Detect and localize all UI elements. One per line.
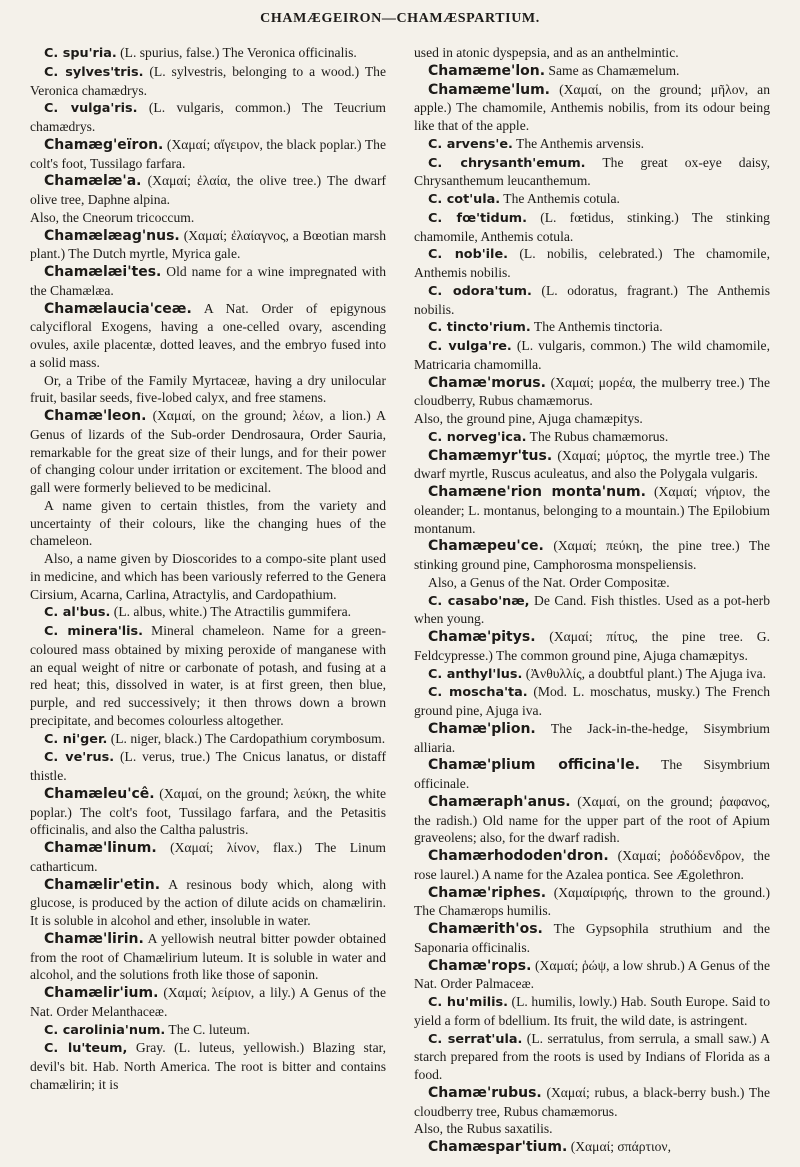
entry-definition: Also, the Rubus saxatilis. [414, 1121, 553, 1137]
right-column [414, 44, 770, 1157]
dictionary-entry [30, 407, 386, 497]
entry-definition: (Χαμαί; αἴγειρον, the black poplar.) The colt's foot, Tussilago farfara. [30, 136, 386, 171]
dictionary-entry [30, 300, 386, 372]
entry-definition: (Χαμαί, on the ground; μῆλον, an apple.) The chamomile, Anthemis nobilis, from its odour being like that of the apple. [414, 81, 770, 133]
entry-headword: C. vulga'ris. [44, 101, 138, 117]
dictionary-entry [414, 847, 770, 884]
entry-headword: C. vulga're. [428, 339, 512, 354]
dictionary-entry [414, 190, 770, 209]
entry-headword: Chamæme'lon. [428, 62, 546, 79]
entry-headword: C. fœ'tidum. [428, 210, 527, 226]
entry-headword: C. tincto'rium. [428, 320, 531, 336]
entry-definition: The Anthemis tinctoria. [530, 319, 663, 335]
dictionary-entry [414, 683, 770, 720]
dictionary-entry [414, 135, 770, 154]
dictionary-entry [30, 785, 386, 839]
dictionary-entry [30, 209, 386, 227]
left-column [30, 44, 386, 1094]
dictionary-entry [30, 930, 386, 984]
entry-definition: (Χαμαί; rubus, a black-berry bush.) The cloudberry tree, Rubus chamæmorus. [414, 1084, 770, 1119]
page-header: CHAMÆGEIRON—CHAMÆSPARTIUM. [260, 11, 540, 26]
dictionary-entry [30, 227, 386, 264]
dictionary-entry [414, 665, 770, 684]
entry-definition: (L. nobilis, celebrated.) The chamomile, Anthemis nobilis. [414, 246, 770, 280]
entry-definition: Gray. (L. luteus, yellowish.) Blazing star, devil's bit. Hab. North America. The root is bitter and contains chamælirin; it is [30, 1040, 386, 1092]
dictionary-entry [30, 730, 386, 749]
entry-definition: A resinous body which, along with glucose, is produced by the action of dilute acids on chamælirin. It is soluble in alcohol and ether, insoluble in water. [30, 876, 386, 928]
entry-headword: C. nob'ile. [428, 247, 508, 263]
entry-headword: C. moscha'ta. [428, 685, 528, 701]
entry-headword: Chamæleu'cê. [44, 785, 155, 802]
entry-definition: (L. serratulus, from serrula, a small saw.) A starch prepared from the roots is used by Indians of Florida as a food. [414, 1030, 770, 1082]
dictionary-entry [414, 993, 770, 1030]
entry-headword: C. odora'tum. [428, 283, 532, 299]
entry-definition: (L. odoratus, fragrant.) The Anthemis nobilis. [414, 282, 770, 317]
entry-headword: Chamæ'riphes. [428, 884, 547, 901]
entry-definition: Also, the Cneorum tricoccum. [30, 209, 195, 225]
entry-headword: Chamæ'morus. [428, 374, 546, 391]
entry-definition: The Jack-in-the-hedge, Sisymbrium alliaria. [414, 720, 770, 755]
dictionary-entry [414, 720, 770, 757]
entry-definition: (L. humilis, lowly.) Hab. South Europe. Said to yield a form of bdellium. Its fruit, the wild date, is astringent. [414, 994, 770, 1028]
entry-definition: (Χαμαί, on the ground; ῥαφανος, the radish.) Old name for the upper part of the root of Apium graveolens; also, for the dwarf radish. [414, 793, 770, 846]
entry-definition: The Sisymbrium officinale. [414, 757, 771, 791]
entry-headword: Chamælæi'tes. [44, 264, 162, 280]
entry-headword: C. norveg'ica. [428, 429, 527, 445]
entry-definition: Also, a name given by Dioscorides to a compo-site plant used in medicine, and which has been variously referred to the Genera Cirsium, Acarna, Carlina, Atractylis, and Cardopathium. [30, 551, 386, 602]
entry-definition: (Χαμαίριφής, thrown to the ground.) The Chamærops humilis. [414, 884, 770, 919]
dictionary-entry [30, 372, 386, 408]
dictionary-entry [30, 748, 386, 785]
entry-definition: The Anthemis cotula. [500, 191, 620, 206]
dictionary-entry [414, 884, 770, 921]
entry-definition: Also, the ground pine, Ajuga chamæpitys. [414, 411, 643, 426]
entry-headword: C. sylves'tris. [44, 64, 144, 80]
dictionary-entry [414, 374, 770, 411]
dictionary-entry [414, 318, 770, 337]
entry-definition: A yellowish neutral bitter powder obtained from the root of Chamælirium luteum. It is soluble in water and alcohol, and the solutions froth like those of saponin. [30, 930, 386, 983]
dictionary-entry [414, 410, 770, 428]
entry-definition: The Rubus chamæmorus. [526, 428, 669, 444]
entry-headword: Chamælaucia'ceæ. [44, 300, 192, 317]
entry-headword: C. chrysanth'emum. [428, 155, 586, 171]
entry-headword: Chamæme'lum. [428, 81, 550, 98]
entry-headword: Chamæ'pitys. [428, 629, 536, 645]
dictionary-entry [30, 99, 386, 136]
entry-headword: C. hu'milis. [428, 995, 508, 1010]
entry-definition: used in atonic dyspepsia, and as an anthelmintic. [414, 45, 679, 60]
entry-headword: Chamæ'lirin. [44, 930, 144, 947]
dictionary-entry [414, 337, 770, 374]
entry-headword: C. carolinia'num. [44, 1022, 166, 1038]
dictionary-entry [30, 136, 386, 173]
entry-definition: (Χαμαί, on the ground; λεύκη, the white poplar.) The colt's foot, Tussilago farfara, and the Petasitis officinalis, and also the Caltha palustris. [30, 785, 386, 838]
entry-headword: Chamæg'eïron. [44, 136, 164, 153]
entry-definition: Also, a Genus of the Nat. Order Compositæ. [428, 574, 670, 590]
entry-definition: (Χαμαί; λίνον, flax.) The Linum catharticum. [30, 840, 386, 874]
entry-headword: Chamælir'ium. [44, 985, 159, 1001]
entry-definition: (Ἀνθυλλίς, a doubtful plant.) The Ajuga iva. [522, 665, 767, 681]
dictionary-entry [414, 81, 770, 135]
entry-headword: Chamæmyr'tus. [428, 447, 553, 464]
entry-definition: Old name for a wine impregnated with the Chamælæa. [30, 264, 386, 298]
entry-definition: The C. luteum. [165, 1021, 250, 1037]
dictionary-entry [30, 984, 386, 1021]
entry-headword: Chamæspar'tium. [428, 1139, 568, 1155]
dictionary-entry [414, 1030, 770, 1084]
dictionary-entry [30, 622, 386, 730]
entry-definition: (L. verus, true.) The Cnicus lanatus, or distaff thistle. [30, 749, 386, 783]
dictionary-entry [414, 428, 770, 447]
dictionary-entry [414, 154, 770, 191]
entry-definition: (Χαμαί; μύρτος, the myrtle tree.) The dwarf myrtle, Ruscus aculeatus, and also the Polygala vulgaris. [414, 447, 770, 482]
entry-definition: A Nat. Order of epigynous calycifloral Exogens, having a one-celled ovary, ascending ovules, axile placentæ, dotted leaves, and the embryo fused into a solid mass. [30, 300, 386, 370]
entry-headword: Chamæ'rubus. [428, 1084, 542, 1101]
entry-definition: (L. vulgaris, common.) The wild chamomile, Matricaria chamomilla. [414, 338, 770, 372]
entry-definition: (L. sylvestris, belonging to a wood.) The Veronica chamædrys. [30, 63, 386, 98]
dictionary-entry [414, 537, 770, 574]
entry-headword: C. lu'teum, [44, 1041, 128, 1057]
dictionary-entry [414, 920, 770, 957]
dictionary-entry [414, 245, 770, 282]
entry-definition: (L. albus, white.) The Atractilis gummifera. [110, 604, 352, 620]
entry-definition: (Χαμαί; ἐλαία, the olive tree.) The dwarf olive tree, Daphne alpina. [30, 173, 386, 207]
dictionary-entry [414, 756, 770, 793]
dictionary-entry [30, 550, 386, 603]
dictionary-entry [30, 1021, 386, 1040]
entry-headword: Chamæ'leon. [44, 408, 147, 424]
entry-headword: C. spu'ria. [44, 46, 117, 61]
entry-definition: (Χαμαί; λείριον, a lily.) A Genus of the Nat. Order Melanthaceæ. [30, 985, 386, 1019]
entry-definition: A name given to certain thistles, from the variety and uncertainty of their colours, like the changing hues of the chameleon. [30, 497, 386, 549]
entry-headword: Chamærith'os. [428, 921, 543, 937]
dictionary-entry [414, 44, 770, 62]
entry-headword: C. ni'ger. [44, 731, 108, 747]
dictionary-entry [414, 957, 770, 994]
dictionary-entry [414, 483, 770, 537]
entry-headword: Chamæraph'anus. [428, 793, 571, 810]
entry-definition: The Anthemis arvensis. [512, 135, 645, 151]
entry-headword: Chamæ'plium officina'le. [428, 757, 640, 774]
entry-definition: (L. vulgaris, common.) The Teucrium chamædrys. [30, 100, 387, 134]
dictionary-entry [30, 263, 386, 300]
dictionary-entry [30, 497, 386, 550]
dictionary-entry [414, 793, 770, 847]
entry-definition: The Gypsophila struthium and the Saponaria officinalis. [414, 921, 770, 955]
entry-headword: Chamæ'linum. [44, 840, 157, 856]
entry-headword: Chamælir'etin. [44, 876, 161, 893]
entry-headword: Chamælæ'a. [44, 173, 142, 190]
dictionary-entry [30, 44, 386, 63]
dictionary-entry [30, 839, 386, 876]
entry-definition: Or, a Tribe of the Family Myrtaceæ, having a dry unilocular fruit, basilar seeds, five-lobed calyx, and free stamens. [30, 372, 386, 406]
entry-definition: (Χαμαί; ῥώψ, a low shrub.) A Genus of the Nat. Order Palmaceæ. [414, 957, 770, 992]
dictionary-entry [414, 1120, 770, 1138]
entry-headword: C. cot'ula. [428, 192, 501, 207]
entry-definition: (Mod. L. moschatus, musky.) The French ground pine, Ajuga iva. [414, 684, 770, 718]
entry-definition: (L. spurius, false.) The Veronica officinalis. [116, 45, 357, 60]
dictionary-entry [30, 1039, 386, 1093]
entry-definition: (L. niger, black.) The Cardopathium corymbosum. [107, 730, 386, 746]
entry-headword: Chamælæag'nus. [44, 227, 180, 244]
dictionary-entry [30, 603, 386, 622]
dictionary-entry [30, 876, 386, 930]
entry-headword: C. serrat'ula. [428, 1031, 523, 1047]
dictionary-entry [414, 592, 770, 629]
entry-definition: (Χαμαί; νήριον, the oleander; L. montanus, belonging to a mountain.) The Epilobium montanum. [414, 484, 770, 536]
dictionary-entry [414, 1138, 770, 1157]
entry-headword: Chamærhododen'dron. [428, 848, 609, 864]
dictionary-entry [414, 209, 770, 246]
entry-headword: C. ve'rus. [44, 750, 115, 766]
entry-definition: Mineral chameleon. Name for a green-coloured mass obtained by mixing peroxide of manganese with an equal weight of nitre or carbonate of potash, and fusing at a red heat; this, dissolved in water, is at first green, then blue, purple, and red successively; it then throws down a brown precipitate, and becomes colourless altogether. [30, 623, 386, 728]
entry-headword: C. anthyl'lus. [428, 666, 523, 682]
dictionary-entry [30, 172, 386, 209]
dictionary-entry [414, 574, 770, 592]
entry-definition: De Cand. Fish thistles. Used as a pot-herb when young. [414, 592, 770, 627]
entry-definition: (Χαμαί, on the ground; λέων, a lion.) A Genus of lizards of the Sub-order Dendrosaura, Order Sauria, remarkable for the great size of their lungs, and for their power of changing colour under irritation or excitement. The blood and gall were formerly believed to be medicinal. [30, 408, 386, 495]
entry-definition: (Χαμαί; μορέα, the mulberry tree.) The cloudberry, Rubus chamæmorus. [414, 374, 770, 409]
entry-definition: (Χαμαί; πεύκη, the pine tree.) The stinking ground pine, Camphorosma monspeliensis. [414, 538, 770, 572]
entry-headword: C. al'bus. [44, 605, 111, 621]
dictionary-entry [414, 628, 770, 665]
entry-headword: Chamæne'rion monta'num. [428, 484, 646, 500]
dictionary-entry [30, 63, 386, 100]
entry-headword: C. casabo'næ, [428, 593, 530, 609]
entry-definition: Same as Chamæmelum. [545, 62, 680, 78]
entry-definition: (Χαμαί; πίτυς, the pine tree. G. Feldcypresse.) The common ground pine, Ajuga chamæpitys. [414, 629, 770, 663]
dictionary-entry [414, 282, 770, 319]
entry-headword: Chamæpeu'ce. [428, 538, 544, 555]
entry-definition: (Χαμαί; ἐλαίαγνος, a Bœotian marsh plant.) The Dutch myrtle, Myrica gale. [30, 227, 386, 262]
entry-headword: Chamæ'plion. [428, 720, 536, 737]
dictionary-entry [414, 62, 770, 81]
entry-headword: C. arvens'e. [428, 136, 513, 152]
entry-definition: (Χαμαί; σπάρτιον, [567, 1139, 671, 1154]
dictionary-entry [414, 1084, 770, 1121]
dictionary-entry [414, 447, 770, 484]
entry-headword: Chamæ'rops. [428, 957, 532, 974]
entry-definition: The great ox-eye daisy, Chrysanthemum leucanthemum. [414, 154, 771, 189]
entry-headword: C. minera'lis. [44, 624, 144, 639]
entry-definition: (L. fœtidus, stinking.) The stinking chamomile, Anthemis cotula. [414, 209, 770, 244]
entry-definition: (Χαμαί; ῥοδόδενδρον, the rose laurel.) A name for the Azalea pontica. See Ægolethron. [414, 848, 770, 882]
